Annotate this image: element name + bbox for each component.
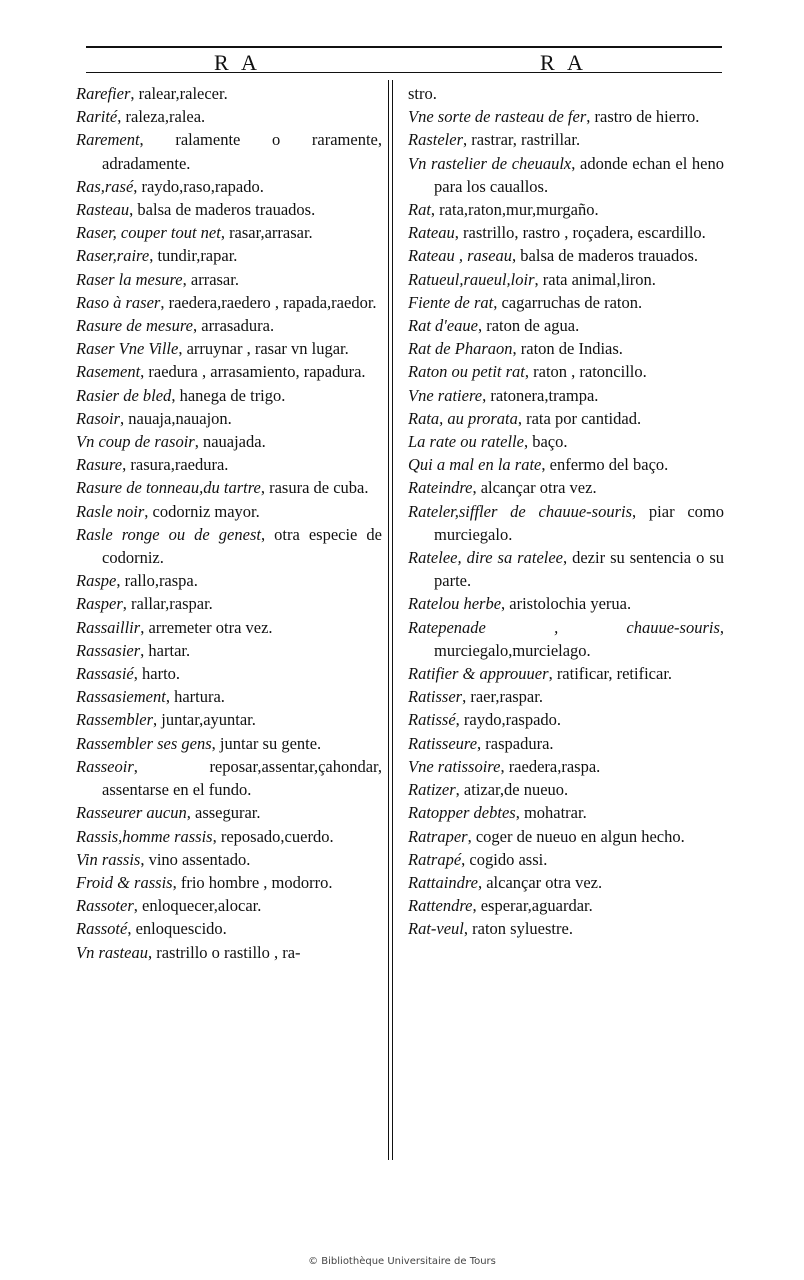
- entry-translation: , rata animal,liron.: [534, 269, 656, 289]
- entry-headword: Vn coup de rasoir: [76, 432, 195, 452]
- dictionary-entry: [76, 662, 382, 685]
- entry-headword: Vn rastelier de cheuaulx: [408, 153, 572, 173]
- dictionary-entry: [76, 337, 382, 360]
- entry-headword: Rarité: [76, 107, 118, 127]
- dictionary-entry: [76, 453, 382, 476]
- entry-translation: , rallar,raspar.: [122, 594, 213, 614]
- entry-headword: Rateau: [408, 223, 455, 243]
- dictionary-entry: [408, 244, 724, 267]
- dictionary-entry: [408, 82, 724, 105]
- entry-headword: Froid & rassis: [76, 872, 173, 892]
- entry-translation: , vino assentado.: [140, 849, 251, 869]
- entry-headword: Ratopper debtes: [408, 803, 516, 823]
- entry-headword: Rassembler ses gens: [76, 733, 212, 753]
- header-rule: [86, 72, 722, 73]
- dictionary-entry: [76, 917, 382, 940]
- running-header-right: R A: [540, 50, 587, 75]
- dictionary-entry: [408, 314, 724, 337]
- dictionary-entry: [76, 128, 382, 174]
- entry-headword: Rasle noir: [76, 501, 145, 521]
- entry-headword: Rattaindre: [408, 872, 478, 892]
- dictionary-entry: [408, 825, 724, 848]
- entry-headword: Rassoté: [76, 919, 128, 939]
- entry-translation: , coger de nueuo en algun hecho.: [467, 826, 685, 846]
- entry-headword: Rasle ronge ou de genest: [76, 524, 261, 544]
- entry-translation: , ralear,ralecer.: [130, 84, 228, 103]
- entry-headword: Rasure: [76, 455, 123, 475]
- entry-headword: Rattendre: [408, 896, 473, 916]
- dictionary-entry: [408, 337, 724, 360]
- entry-translation: , alcançar otra vez.: [477, 872, 603, 892]
- entry-translation: , ralamente o raramente, adradamente.: [102, 130, 382, 173]
- entry-headword: Raser, couper tout net: [76, 223, 221, 243]
- dictionary-entry: [408, 755, 724, 778]
- dictionary-entry: [408, 268, 724, 291]
- entry-translation: , enloquescido.: [127, 919, 227, 939]
- dictionary-entry: [408, 871, 724, 894]
- entry-headword: Raser,raire: [76, 246, 150, 266]
- dictionary-entry: [76, 941, 382, 964]
- entry-translation: , nauaja,nauajon.: [120, 408, 232, 428]
- entry-translation: , ratificar, retificar.: [548, 664, 673, 684]
- entry-headword: Rasoir: [76, 408, 121, 428]
- dictionary-entry: [408, 685, 724, 708]
- entry-headword: Rat: [408, 200, 431, 220]
- entry-headword: Ratelou herbe: [408, 594, 502, 614]
- entry-headword: Rateler,siffler de chauue-souris: [408, 501, 632, 521]
- dictionary-entry: [76, 407, 382, 430]
- entry-headword: Rateindre: [408, 478, 473, 498]
- entry-translation: , balsa de maderos trauados.: [129, 200, 316, 220]
- entry-translation: , arrasadura.: [193, 316, 275, 336]
- entry-headword: Rarefier: [76, 84, 131, 103]
- entry-headword: Rat de Pharaon: [408, 339, 513, 359]
- entry-translation: , rasura,raedura.: [122, 455, 229, 475]
- entry-translation: , reposar,assentar,çahondar, assentarse en el fundo.: [102, 756, 382, 800]
- dictionary-entry: [76, 384, 382, 407]
- dictionary-entry: [76, 685, 382, 708]
- entry-translation: , adonde echan el heno para los cauallos.: [434, 153, 724, 196]
- entry-translation: , rata por cantidad.: [517, 408, 642, 428]
- entry-headword: Ratifier & approuuer: [408, 664, 549, 684]
- dictionary-entry: [408, 128, 724, 151]
- dictionary-entry: [408, 616, 724, 662]
- entry-headword: Rata, au prorata: [408, 408, 518, 428]
- dictionary-entry: [76, 198, 382, 221]
- entry-headword: Rasier de bled: [76, 385, 172, 405]
- dictionary-entry: [76, 476, 382, 499]
- dictionary-entry: [408, 662, 724, 685]
- entry-translation: , raydo,raso,rapado.: [133, 176, 264, 196]
- dictionary-entry: [408, 917, 724, 940]
- top-rule: [86, 46, 722, 48]
- entry-headword: Rassasié: [76, 664, 134, 684]
- entry-translation: , raton , ratoncillo.: [524, 362, 647, 382]
- entry-translation: , rastro de hierro.: [586, 107, 700, 127]
- entry-headword: Rassembler: [76, 710, 153, 730]
- entry-headword: Rassis,homme rassis: [76, 826, 213, 846]
- entry-headword: Rassaillir: [76, 617, 141, 637]
- dictionary-entry: [408, 152, 724, 198]
- entry-translation: , aristolochia yerua.: [501, 594, 632, 614]
- entry-headword: Vne ratiere: [408, 385, 483, 405]
- entry-headword: Raso à raser: [76, 292, 161, 312]
- dictionary-entry: [408, 500, 724, 546]
- dictionary-entry: [76, 616, 382, 639]
- entry-translation: , rasura de cuba.: [260, 478, 369, 498]
- entry-headword: Rasper: [76, 594, 123, 614]
- dictionary-entry: [76, 500, 382, 523]
- dictionary-entry: [76, 848, 382, 871]
- entry-translation: , raleza,ralea.: [117, 107, 206, 127]
- entry-translation: , raer,raspar.: [462, 687, 543, 707]
- entry-headword: Ratepenade , chauue-souris: [408, 617, 720, 637]
- dictionary-entry: [408, 105, 724, 128]
- entry-translation: , reposado,cuerdo.: [212, 826, 334, 846]
- dictionary-entry: [76, 732, 382, 755]
- entry-headword: Ratelee, dire sa ratelee: [408, 548, 563, 568]
- dictionary-entry: [408, 546, 724, 592]
- entry-translation: , dezir su sentencia o su parte.: [434, 548, 724, 591]
- entry-translation: , rastrillo, rastro , roçadera, escardillo.: [454, 223, 706, 243]
- dictionary-entry: [76, 801, 382, 824]
- dictionary-entry: [76, 82, 382, 105]
- dictionary-entry: [76, 894, 382, 917]
- dictionary-entry: [408, 708, 724, 731]
- entry-translation: , balsa de maderos trauados.: [512, 246, 699, 266]
- entry-translation: , baço.: [523, 432, 568, 452]
- dictionary-entry: [76, 639, 382, 662]
- entry-translation: , enfermo del baço.: [541, 455, 669, 475]
- entry-headword: Raser Vne Ville: [76, 339, 179, 359]
- entry-headword: Ratraper: [408, 826, 468, 846]
- entry-headword: Rateau , raseau: [408, 246, 513, 266]
- entry-headword: Vn rasteau: [76, 942, 148, 962]
- entry-translation: , raton de agua.: [477, 316, 580, 336]
- entry-translation: , juntar su gente.: [211, 733, 322, 753]
- entry-headword: Vne sorte de rasteau de fer: [408, 107, 587, 127]
- entry-translation: , raedura , arrasamiento, rapadura.: [140, 362, 366, 382]
- entry-headword: Vne ratissoire: [408, 756, 501, 776]
- dictionary-entry: [408, 407, 724, 430]
- column-divider: [392, 80, 393, 1160]
- right-column: [408, 82, 724, 941]
- entry-translation: , juntar,ayuntar.: [153, 710, 256, 730]
- entry-translation: stro.: [408, 84, 437, 103]
- entry-translation: , frio hombre , modorro.: [172, 872, 333, 892]
- entry-headword: Rarement: [76, 130, 140, 150]
- entry-translation: , raton de Indias.: [512, 339, 623, 359]
- entry-translation: , rallo,raspa.: [116, 571, 198, 591]
- entry-headword: Rassasier: [76, 640, 141, 660]
- left-column: [76, 82, 382, 964]
- entry-translation: , ratonera,trampa.: [482, 385, 599, 405]
- dictionary-entry: [408, 476, 724, 499]
- dictionary-entry: [408, 291, 724, 314]
- entry-translation: , enloquecer,alocar.: [133, 896, 262, 916]
- dictionary-entry: [76, 244, 382, 267]
- entry-headword: Rasteau: [76, 200, 130, 220]
- entry-headword: Rat d'eaue: [408, 316, 478, 336]
- entry-translation: , otra especie de codorniz.: [102, 524, 382, 568]
- entry-headword: Rasement: [76, 362, 141, 382]
- entry-translation: , raydo,raspado.: [455, 710, 562, 730]
- entry-translation: , raspadura.: [477, 733, 554, 753]
- entry-translation: , tundir,rapar.: [149, 246, 238, 266]
- entry-translation: , murciegalo,murcielago.: [434, 617, 724, 660]
- copyright-footer: © Bibliothèque Universitaire de Tours: [308, 1256, 496, 1267]
- entry-headword: Ratisseure: [408, 733, 478, 753]
- dictionary-entry: [408, 778, 724, 801]
- entry-headword: Rasseurer aucun: [76, 803, 187, 823]
- dictionary-entry: [76, 708, 382, 731]
- dictionary-entry: [408, 221, 724, 244]
- dictionary-entry: [408, 592, 724, 615]
- entry-translation: , rastrar, rastrillar.: [463, 130, 581, 150]
- dictionary-entry: [408, 198, 724, 221]
- dictionary-entry: [76, 825, 382, 848]
- entry-headword: Rasure de tonneau,du tartre: [76, 478, 261, 498]
- entry-translation: , nauajada.: [194, 432, 266, 452]
- entry-translation: , cogido assi.: [461, 849, 548, 869]
- entry-headword: La rate ou ratelle: [408, 432, 524, 452]
- entry-headword: Ratisser: [408, 687, 463, 707]
- entry-translation: , rata,raton,mur,murgaño.: [430, 200, 599, 220]
- dictionary-entry: [408, 453, 724, 476]
- entry-headword: Raser la mesure: [76, 269, 183, 289]
- dictionary-entry: [76, 291, 382, 314]
- dictionary-entry: [408, 732, 724, 755]
- entry-headword: Rassasiement: [76, 687, 166, 707]
- entry-headword: Ras,rasé: [76, 176, 134, 196]
- entry-translation: , arruynar , rasar vn lugar.: [178, 339, 349, 359]
- dictionary-entry: [408, 360, 724, 383]
- entry-translation: , mohatrar.: [515, 803, 587, 823]
- entry-headword: Raton ou petit rat: [408, 362, 525, 382]
- dictionary-entry: [76, 175, 382, 198]
- entry-translation: , alcançar otra vez.: [472, 478, 597, 498]
- entry-translation: , arrasar.: [182, 269, 239, 289]
- dictionary-entry: [76, 105, 382, 128]
- entry-translation: , arremeter otra vez.: [140, 617, 273, 637]
- dictionary-entry: [76, 268, 382, 291]
- dictionary-entry: [76, 221, 382, 244]
- entry-translation: , cagarruchas de raton.: [493, 292, 643, 312]
- entry-translation: , piar como murciegalo.: [434, 501, 724, 544]
- entry-translation: , hartura.: [165, 687, 225, 707]
- entry-translation: , hartar.: [140, 640, 191, 660]
- dictionary-entry: [76, 871, 382, 894]
- entry-headword: Qui a mal en la rate: [408, 455, 542, 475]
- dictionary-entry: [76, 314, 382, 337]
- entry-headword: Rassoter: [76, 896, 134, 916]
- dictionary-entry: [408, 801, 724, 824]
- running-header-left: R A: [214, 50, 261, 75]
- dictionary-entry: [76, 755, 382, 801]
- entry-translation: , harto.: [133, 664, 181, 684]
- entry-headword: Ratueul,raueul,loir: [408, 269, 535, 289]
- entry-translation: , raton syluestre.: [463, 919, 573, 939]
- entry-headword: Vin rassis: [76, 849, 141, 869]
- dictionary-entry: [408, 894, 724, 917]
- dictionary-entry: [408, 848, 724, 871]
- dictionary-entry: [76, 360, 382, 383]
- entry-headword: Rasure de mesure: [76, 316, 193, 336]
- dictionary-entry: [76, 569, 382, 592]
- dictionary-entry: [408, 384, 724, 407]
- entry-translation: , rasar,arrasar.: [220, 223, 313, 243]
- entry-translation: , hanega de trigo.: [171, 385, 286, 405]
- dictionary-entry: [76, 430, 382, 453]
- dictionary-entry: [76, 592, 382, 615]
- entry-headword: Raspe: [76, 571, 117, 591]
- entry-headword: Ratrapé: [408, 849, 462, 869]
- entry-headword: Ratizer: [408, 780, 456, 800]
- entry-translation: , rastrillo o rastillo , ra-: [147, 942, 301, 962]
- dictionary-entry: [76, 523, 382, 569]
- entry-headword: Rasseoir: [76, 756, 134, 776]
- entry-translation: , atizar,de nueuo.: [455, 780, 569, 800]
- column-divider: [388, 80, 389, 1160]
- entry-headword: Ratissé: [408, 710, 456, 730]
- entry-headword: Rat-veul: [408, 919, 464, 939]
- entry-translation: , raedera,raspa.: [500, 756, 601, 776]
- entry-headword: Rasteler: [408, 130, 463, 150]
- entry-translation: , esperar,aguardar.: [472, 896, 593, 916]
- dictionary-entry: [408, 430, 724, 453]
- entry-translation: , raedera,raedero , rapada,raedor.: [160, 292, 377, 312]
- entry-translation: , assegurar.: [186, 803, 261, 823]
- entry-translation: , codorniz mayor.: [144, 501, 260, 521]
- entry-headword: Fiente de rat: [408, 292, 494, 312]
